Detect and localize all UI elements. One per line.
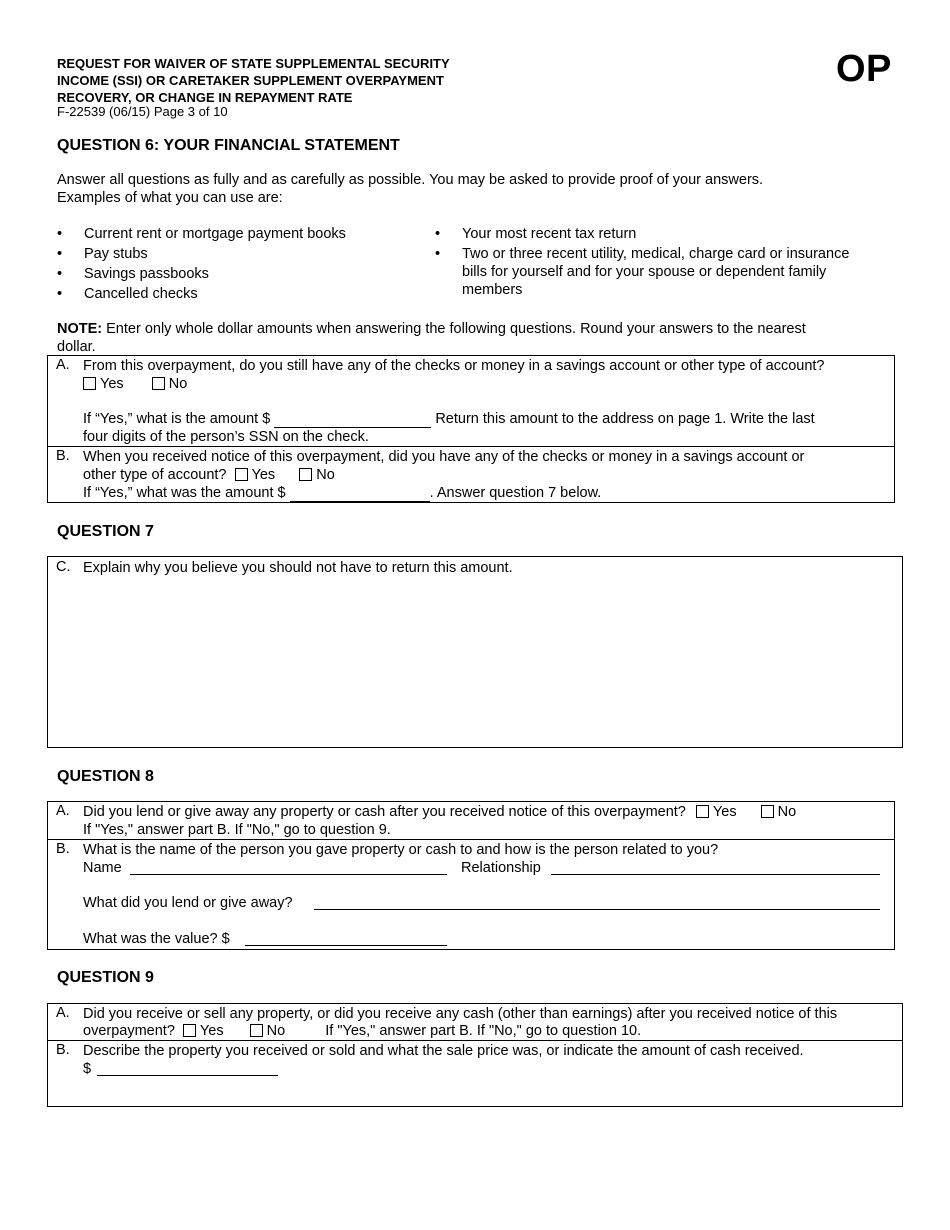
no-checkbox[interactable] — [299, 468, 312, 481]
list-item: • Current rent or mortgage payment books — [57, 226, 346, 242]
q9-a-instruction: If "Yes," answer part B. If "No," go to question 10. — [325, 1023, 642, 1039]
no-checkbox[interactable] — [250, 1024, 263, 1037]
note-text: dollar. — [57, 339, 96, 355]
no-checkbox[interactable] — [152, 377, 165, 390]
q9-row-a — [48, 1004, 902, 1040]
row-letter: B. — [56, 448, 70, 464]
q9-table — [47, 1003, 903, 1107]
yes-label: Yes — [100, 376, 124, 392]
row-letter: B. — [56, 841, 70, 857]
q6-b-amount: If “Yes,” what was the amount $ . Answer question 7 below. — [83, 485, 602, 501]
list-item: • Two or three recent utility, medical, charge card or insurance bills for yourself and for your spouse or dependent family members — [435, 246, 850, 298]
relationship-label: Relationship — [461, 860, 541, 876]
row-letter: A. — [56, 357, 70, 373]
form-title-line: INCOME (SSI) OR CARETAKER SUPPLEMENT OVERPAYMENT — [57, 73, 444, 88]
value-label: What was the value? $ — [83, 931, 230, 947]
form-title — [57, 55, 617, 106]
row-letter: B. — [56, 1042, 70, 1058]
q6-heading: QUESTION 6: YOUR FINANCIAL STATEMENT — [57, 137, 400, 154]
note-label: NOTE: — [57, 321, 103, 337]
name-field[interactable] — [130, 859, 447, 875]
q6-a-options — [83, 375, 187, 393]
yes-checkbox[interactable] — [183, 1024, 196, 1037]
q7-heading: QUESTION 7 — [57, 523, 154, 540]
q8-a-instruction: If "Yes," answer part B. If "No," go to question 9. — [83, 822, 391, 838]
lend-label: What did you lend or give away? — [83, 895, 293, 911]
list-item: • Your most recent tax return — [435, 226, 637, 242]
amount-field[interactable] — [290, 487, 430, 502]
q9-heading: QUESTION 9 — [57, 969, 154, 986]
q6-row-a — [48, 356, 894, 446]
q6-intro-line: Answer all questions as fully and as carefully as possible. You may be asked to provide proof of your answers. — [57, 172, 764, 188]
q9-a-question: Did you receive or sell any property, or did you receive any cash (other than earnings) after you received notice of this — [83, 1006, 838, 1022]
q8-table — [47, 801, 895, 950]
q6-a-amount: If “Yes,” what is the amount $ Return this amount to the address on page 1. Write the last — [83, 411, 815, 427]
q6-table — [47, 355, 895, 503]
lend-field[interactable] — [314, 894, 880, 910]
note — [57, 320, 887, 356]
no-checkbox[interactable] — [761, 805, 774, 818]
list-item: • Savings passbooks — [57, 266, 209, 282]
form-title-line: RECOVERY, OR CHANGE IN REPAYMENT RATE — [57, 90, 353, 105]
relationship-field[interactable] — [551, 859, 880, 875]
q6-a-question: From this overpayment, do you still have any of the checks or money in a savings account or other type of account? — [83, 358, 825, 374]
form-title-line: REQUEST FOR WAIVER OF STATE SUPPLEMENTAL SECURITY — [57, 56, 450, 71]
q6-intro-line: Examples of what you can use are: — [57, 190, 283, 206]
cash-amount-field[interactable] — [97, 1060, 278, 1076]
no-label: No — [168, 376, 188, 392]
q9-a-options: overpayment? Yes No If "Yes," answer part B. If "No," go to question 10. — [83, 1023, 642, 1039]
row-letter: C. — [56, 559, 71, 575]
q8-row-b — [48, 839, 894, 950]
q6-row-b — [48, 446, 894, 503]
q8-row-a — [48, 802, 894, 839]
q8-a-question: Did you lend or give away any property or cash after you received notice of this overpayment? Yes No — [83, 804, 797, 820]
yes-checkbox[interactable] — [83, 377, 96, 390]
list-item: • Cancelled checks — [57, 286, 198, 302]
q6-intro — [57, 171, 857, 207]
q9-b-question: Describe the property you received or sold and what the sale price was, or indicate the amount of cash received. — [83, 1043, 804, 1059]
amount-field[interactable] — [274, 413, 431, 428]
value-field[interactable] — [245, 930, 447, 946]
row-letter: A. — [56, 803, 70, 819]
row-letter: A. — [56, 1005, 70, 1021]
op-badge: OP — [836, 48, 892, 90]
examples-list-right — [435, 225, 895, 299]
q7-c-question: Explain why you believe you should not have to return this amount. — [83, 560, 513, 576]
list-item: • Pay stubs — [57, 246, 148, 262]
yes-checkbox[interactable] — [696, 805, 709, 818]
yes-checkbox[interactable] — [235, 468, 248, 481]
dollar-sign: $ — [83, 1061, 92, 1077]
note-text: Enter only whole dollar amounts when answering the following questions. Round your answers to the nearest — [102, 321, 806, 337]
q6-b-question: When you received notice of this overpayment, did you have any of the checks or money in a savings account or — [83, 449, 805, 465]
q9-row-b — [48, 1040, 902, 1107]
q8-heading: QUESTION 8 — [57, 768, 154, 785]
form-id: F-22539 (06/15) Page 3 of 10 — [57, 104, 228, 119]
name-label: Name — [83, 860, 122, 876]
q6-a-ssn-note: four digits of the person’s SSN on the check. — [83, 429, 369, 445]
examples-list-left — [57, 225, 417, 305]
q6-b-options: other type of account? Yes No — [83, 467, 335, 483]
q7-explanation-box[interactable] — [47, 556, 903, 748]
q8-b-question: What is the name of the person you gave property or cash to and how is the person related to you? — [83, 842, 719, 858]
